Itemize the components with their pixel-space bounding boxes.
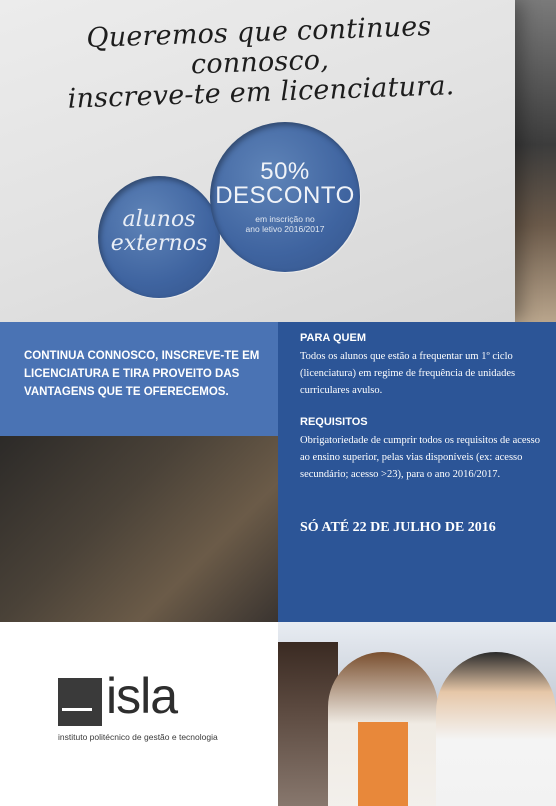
hero-headline [39,10,482,115]
hero-banner [0,0,556,322]
badge-percent: 50% [260,158,310,185]
isla-logo-word: isla [106,668,178,724]
requirements-title: REQUISITOS [300,416,368,428]
intro-text: CONTINUA CONNOSCO, INSCREVE-TE EM LICENCIATURA E TIRA PROVEITO DAS VANTAGENS QUE TE OFERECEMOS. [24,350,260,398]
hero-headline-line1: Queremos que continues connosco, [85,11,432,81]
isla-logo-mark-icon [58,678,102,726]
hero-paper [0,0,515,322]
info-panel [278,322,556,622]
photo-students-group [278,622,556,806]
deadline-text: SÓ ATÉ 22 DE JULHO DE 2016 [300,520,496,535]
badge-note-line1: em inscrição no [255,214,315,224]
intro-panel [0,322,278,436]
isla-logo-tagline: instituto politécnico de gestão e tecnologia [58,732,218,742]
who-text: Todos os alunos que estão a frequentar um 1º ciclo (licenciatura) em regime de frequência de unidades curriculares avulso. [300,351,516,396]
photo-scarf [358,722,408,806]
photo-student-man [436,652,556,806]
hero-headline-line2: inscreve-te em licenciatura. [67,70,455,115]
badge-desconto-word: DESCONTO [215,182,355,209]
badge-desconto [210,122,360,272]
badge-alunos-externos [98,176,220,298]
photo-laptop-student [0,436,278,622]
isla-logo [58,668,228,756]
badge-note-line2: ano letivo 2016/2017 [245,224,325,234]
badge-left-line1: alunos [122,207,196,232]
requirements-text: Obrigatoriedade de cumprir todos os requisitos de acesso ao ensino superior, pelas vias disponíveis (ex: acesso secundário; acesso >23), para o ano 2016/2017. [300,435,540,480]
badge-left-line2: externos [110,231,208,256]
who-title: PARA QUEM [300,332,366,344]
